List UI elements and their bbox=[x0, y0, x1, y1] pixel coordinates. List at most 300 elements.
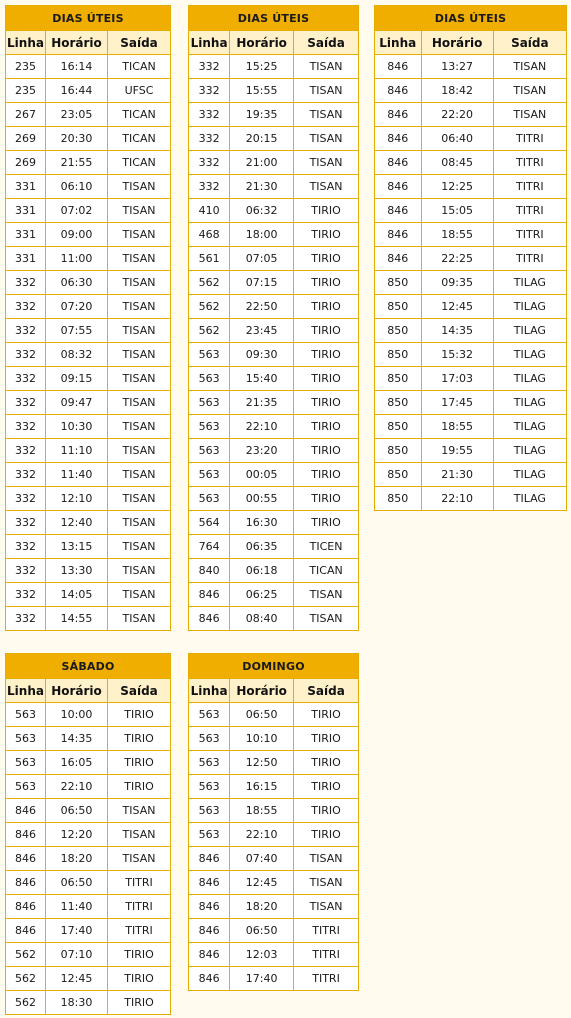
departure-time-cell: 17:03 bbox=[421, 367, 493, 391]
terminal-cell: TITRI bbox=[108, 895, 171, 919]
table-row bbox=[6, 439, 171, 463]
terminal-cell: TISAN bbox=[108, 511, 171, 535]
departure-time-cell: 07:40 bbox=[230, 847, 294, 871]
route-number-cell: 332 bbox=[6, 607, 46, 631]
route-number-cell: 846 bbox=[6, 871, 46, 895]
route-number-cell: 850 bbox=[375, 391, 422, 415]
terminal-cell: TISAN bbox=[294, 871, 359, 895]
table-row bbox=[189, 799, 359, 823]
table-row bbox=[375, 487, 567, 511]
route-number-cell: 563 bbox=[189, 343, 230, 367]
table-row bbox=[6, 511, 171, 535]
route-number-cell: 332 bbox=[6, 511, 46, 535]
departure-time-cell: 07:02 bbox=[46, 199, 108, 223]
table-row bbox=[6, 487, 171, 511]
column-header-horario: Horário bbox=[46, 679, 108, 703]
route-number-cell: 850 bbox=[375, 295, 422, 319]
terminal-cell: TISAN bbox=[108, 799, 171, 823]
table-row bbox=[6, 271, 171, 295]
route-number-cell: 846 bbox=[189, 967, 230, 991]
route-number-cell: 563 bbox=[189, 463, 230, 487]
column-header-linha: Linha bbox=[189, 31, 230, 55]
column-header-saida: Saída bbox=[294, 679, 359, 703]
departure-time-cell: 15:25 bbox=[230, 55, 294, 79]
route-number-cell: 562 bbox=[189, 271, 230, 295]
route-number-cell: 331 bbox=[6, 199, 46, 223]
departure-time-cell: 14:55 bbox=[46, 607, 108, 631]
table-title: DOMINGO bbox=[189, 654, 359, 679]
departure-time-cell: 12:25 bbox=[421, 175, 493, 199]
table-row bbox=[6, 943, 171, 967]
table-row bbox=[6, 871, 171, 895]
departure-time-cell: 06:50 bbox=[46, 799, 108, 823]
departure-time-cell: 18:00 bbox=[230, 223, 294, 247]
route-number-cell: 846 bbox=[6, 823, 46, 847]
route-number-cell: 846 bbox=[375, 199, 422, 223]
terminal-cell: TISAN bbox=[108, 223, 171, 247]
table-title: DIAS ÚTEIS bbox=[189, 6, 359, 31]
departure-time-cell: 12:50 bbox=[230, 751, 294, 775]
terminal-cell: TILAG bbox=[493, 295, 566, 319]
departure-time-cell: 10:00 bbox=[46, 703, 108, 727]
table-row bbox=[6, 583, 171, 607]
departure-time-cell: 19:55 bbox=[421, 439, 493, 463]
terminal-cell: TISAN bbox=[108, 823, 171, 847]
departure-time-cell: 21:30 bbox=[230, 175, 294, 199]
column-header-saida: Saída bbox=[108, 31, 171, 55]
terminal-cell: TIRIO bbox=[294, 295, 359, 319]
departure-time-cell: 06:50 bbox=[46, 871, 108, 895]
terminal-cell: TIRIO bbox=[294, 727, 359, 751]
column-header-row bbox=[375, 31, 567, 55]
route-number-cell: 563 bbox=[189, 823, 230, 847]
route-number-cell: 562 bbox=[6, 967, 46, 991]
table-row bbox=[375, 367, 567, 391]
departure-time-cell: 11:10 bbox=[46, 439, 108, 463]
terminal-cell: TIRIO bbox=[294, 367, 359, 391]
departure-time-cell: 16:15 bbox=[230, 775, 294, 799]
route-number-cell: 563 bbox=[189, 391, 230, 415]
route-number-cell: 564 bbox=[189, 511, 230, 535]
schedule-table-weekdays-2 bbox=[188, 5, 359, 631]
table-title-row bbox=[189, 6, 359, 31]
schedule-table-sunday bbox=[188, 653, 359, 991]
table-row bbox=[375, 55, 567, 79]
departure-time-cell: 16:14 bbox=[46, 55, 108, 79]
route-number-cell: 850 bbox=[375, 463, 422, 487]
departure-time-cell: 19:35 bbox=[230, 103, 294, 127]
terminal-cell: TIRIO bbox=[294, 415, 359, 439]
departure-time-cell: 12:45 bbox=[46, 967, 108, 991]
terminal-cell: TIRIO bbox=[294, 343, 359, 367]
departure-time-cell: 15:40 bbox=[230, 367, 294, 391]
column-header-horario: Horário bbox=[230, 31, 294, 55]
departure-time-cell: 08:32 bbox=[46, 343, 108, 367]
route-number-cell: 332 bbox=[6, 295, 46, 319]
departure-time-cell: 11:40 bbox=[46, 895, 108, 919]
route-number-cell: 840 bbox=[189, 559, 230, 583]
terminal-cell: TIRIO bbox=[294, 271, 359, 295]
terminal-cell: TISAN bbox=[294, 583, 359, 607]
departure-time-cell: 13:27 bbox=[421, 55, 493, 79]
route-number-cell: 235 bbox=[6, 79, 46, 103]
departure-time-cell: 22:25 bbox=[421, 247, 493, 271]
route-number-cell: 846 bbox=[189, 919, 230, 943]
column-header-saida: Saída bbox=[493, 31, 566, 55]
table-row bbox=[189, 319, 359, 343]
table-row bbox=[189, 463, 359, 487]
terminal-cell: TISAN bbox=[108, 343, 171, 367]
departure-time-cell: 15:05 bbox=[421, 199, 493, 223]
route-number-cell: 332 bbox=[189, 175, 230, 199]
table-row bbox=[189, 103, 359, 127]
route-number-cell: 332 bbox=[6, 271, 46, 295]
departure-time-cell: 09:35 bbox=[421, 271, 493, 295]
terminal-cell: TITRI bbox=[294, 967, 359, 991]
table-row bbox=[6, 919, 171, 943]
column-header-linha: Linha bbox=[6, 679, 46, 703]
table-title-row bbox=[189, 654, 359, 679]
terminal-cell: TIRIO bbox=[108, 991, 171, 1015]
terminal-cell: TITRI bbox=[493, 175, 566, 199]
terminal-cell: TILAG bbox=[493, 271, 566, 295]
table-row bbox=[189, 727, 359, 751]
terminal-cell: TIRIO bbox=[294, 751, 359, 775]
departure-time-cell: 12:45 bbox=[230, 871, 294, 895]
route-number-cell: 846 bbox=[375, 127, 422, 151]
departure-time-cell: 09:00 bbox=[46, 223, 108, 247]
route-number-cell: 331 bbox=[6, 223, 46, 247]
table-row bbox=[375, 439, 567, 463]
table-row bbox=[375, 151, 567, 175]
route-number-cell: 332 bbox=[6, 535, 46, 559]
table-title-row bbox=[375, 6, 567, 31]
route-number-cell: 563 bbox=[189, 415, 230, 439]
terminal-cell: TIRIO bbox=[294, 511, 359, 535]
departure-time-cell: 15:32 bbox=[421, 343, 493, 367]
terminal-cell: TIRIO bbox=[294, 463, 359, 487]
terminal-cell: TITRI bbox=[108, 871, 171, 895]
table-row bbox=[189, 967, 359, 991]
route-number-cell: 850 bbox=[375, 439, 422, 463]
departure-time-cell: 12:20 bbox=[46, 823, 108, 847]
terminal-cell: TICAN bbox=[108, 103, 171, 127]
terminal-cell: TICAN bbox=[108, 55, 171, 79]
route-number-cell: 764 bbox=[189, 535, 230, 559]
route-number-cell: 331 bbox=[6, 247, 46, 271]
departure-time-cell: 09:30 bbox=[230, 343, 294, 367]
table-row bbox=[189, 127, 359, 151]
terminal-cell: TIRIO bbox=[108, 967, 171, 991]
route-number-cell: 332 bbox=[189, 55, 230, 79]
departure-time-cell: 16:05 bbox=[46, 751, 108, 775]
terminal-cell: TISAN bbox=[294, 55, 359, 79]
table-row bbox=[189, 391, 359, 415]
departure-time-cell: 23:45 bbox=[230, 319, 294, 343]
route-number-cell: 563 bbox=[189, 751, 230, 775]
table-row bbox=[6, 703, 171, 727]
route-number-cell: 561 bbox=[189, 247, 230, 271]
route-number-cell: 235 bbox=[6, 55, 46, 79]
table-row bbox=[189, 199, 359, 223]
departure-time-cell: 18:30 bbox=[46, 991, 108, 1015]
departure-time-cell: 06:18 bbox=[230, 559, 294, 583]
route-number-cell: 563 bbox=[6, 751, 46, 775]
table-row bbox=[189, 487, 359, 511]
departure-time-cell: 17:40 bbox=[230, 967, 294, 991]
terminal-cell: TIRIO bbox=[108, 751, 171, 775]
route-number-cell: 332 bbox=[6, 343, 46, 367]
departure-time-cell: 17:40 bbox=[46, 919, 108, 943]
table-row bbox=[375, 199, 567, 223]
terminal-cell: TICAN bbox=[294, 559, 359, 583]
table-row bbox=[189, 943, 359, 967]
route-number-cell: 269 bbox=[6, 151, 46, 175]
departure-time-cell: 22:10 bbox=[230, 415, 294, 439]
route-number-cell: 331 bbox=[6, 175, 46, 199]
terminal-cell: TITRI bbox=[493, 247, 566, 271]
route-number-cell: 563 bbox=[189, 775, 230, 799]
column-header-row bbox=[189, 679, 359, 703]
schedule-table-weekdays-3 bbox=[374, 5, 567, 511]
departure-time-cell: 11:40 bbox=[46, 463, 108, 487]
route-number-cell: 332 bbox=[6, 487, 46, 511]
terminal-cell: TIRIO bbox=[294, 823, 359, 847]
terminal-cell: TISAN bbox=[108, 199, 171, 223]
table-row bbox=[189, 415, 359, 439]
route-number-cell: 562 bbox=[6, 991, 46, 1015]
departure-time-cell: 07:10 bbox=[46, 943, 108, 967]
table-row bbox=[6, 199, 171, 223]
terminal-cell: TIRIO bbox=[294, 775, 359, 799]
terminal-cell: TILAG bbox=[493, 439, 566, 463]
table-row bbox=[375, 247, 567, 271]
table-row bbox=[189, 751, 359, 775]
route-number-cell: 332 bbox=[6, 439, 46, 463]
departure-time-cell: 21:35 bbox=[230, 391, 294, 415]
terminal-cell: TILAG bbox=[493, 391, 566, 415]
route-number-cell: 332 bbox=[189, 79, 230, 103]
column-header-row bbox=[6, 679, 171, 703]
table-row bbox=[189, 871, 359, 895]
terminal-cell: TIRIO bbox=[294, 487, 359, 511]
departure-time-cell: 06:35 bbox=[230, 535, 294, 559]
schedule-table-saturday bbox=[5, 653, 171, 1015]
terminal-cell: TISAN bbox=[108, 247, 171, 271]
table-title: DIAS ÚTEIS bbox=[375, 6, 567, 31]
route-number-cell: 468 bbox=[189, 223, 230, 247]
terminal-cell: TILAG bbox=[493, 415, 566, 439]
route-number-cell: 563 bbox=[189, 439, 230, 463]
route-number-cell: 332 bbox=[6, 319, 46, 343]
departure-time-cell: 10:10 bbox=[230, 727, 294, 751]
table-row bbox=[375, 343, 567, 367]
terminal-cell: TICAN bbox=[108, 151, 171, 175]
route-number-cell: 332 bbox=[6, 559, 46, 583]
route-number-cell: 850 bbox=[375, 271, 422, 295]
departure-time-cell: 06:25 bbox=[230, 583, 294, 607]
terminal-cell: TISAN bbox=[493, 79, 566, 103]
table-row bbox=[189, 703, 359, 727]
column-header-linha: Linha bbox=[189, 679, 230, 703]
departure-time-cell: 21:55 bbox=[46, 151, 108, 175]
route-number-cell: 846 bbox=[375, 247, 422, 271]
route-number-cell: 563 bbox=[189, 487, 230, 511]
terminal-cell: TIRIO bbox=[294, 319, 359, 343]
departure-time-cell: 15:55 bbox=[230, 79, 294, 103]
terminal-cell: TISAN bbox=[108, 535, 171, 559]
table-row bbox=[6, 223, 171, 247]
route-number-cell: 846 bbox=[189, 583, 230, 607]
departure-time-cell: 06:32 bbox=[230, 199, 294, 223]
departure-time-cell: 08:40 bbox=[230, 607, 294, 631]
route-number-cell: 850 bbox=[375, 367, 422, 391]
route-number-cell: 846 bbox=[6, 847, 46, 871]
route-number-cell: 563 bbox=[6, 703, 46, 727]
table-row bbox=[6, 895, 171, 919]
departure-time-cell: 18:42 bbox=[421, 79, 493, 103]
table-row bbox=[6, 727, 171, 751]
departure-time-cell: 07:20 bbox=[46, 295, 108, 319]
table-row bbox=[375, 463, 567, 487]
departure-time-cell: 12:10 bbox=[46, 487, 108, 511]
route-number-cell: 846 bbox=[375, 175, 422, 199]
table-title-row bbox=[6, 6, 171, 31]
table-row bbox=[375, 391, 567, 415]
departure-time-cell: 07:15 bbox=[230, 271, 294, 295]
table-row bbox=[375, 223, 567, 247]
departure-time-cell: 00:05 bbox=[230, 463, 294, 487]
route-number-cell: 846 bbox=[189, 847, 230, 871]
terminal-cell: TISAN bbox=[108, 847, 171, 871]
route-number-cell: 846 bbox=[375, 103, 422, 127]
terminal-cell: TIRIO bbox=[294, 199, 359, 223]
table-row bbox=[6, 463, 171, 487]
table-row bbox=[6, 175, 171, 199]
terminal-cell: TIRIO bbox=[294, 247, 359, 271]
route-number-cell: 850 bbox=[375, 343, 422, 367]
table-row bbox=[189, 847, 359, 871]
terminal-cell: TISAN bbox=[108, 583, 171, 607]
table-row bbox=[189, 367, 359, 391]
route-number-cell: 563 bbox=[6, 727, 46, 751]
table-row bbox=[375, 175, 567, 199]
departure-time-cell: 18:20 bbox=[230, 895, 294, 919]
table-row bbox=[6, 55, 171, 79]
departure-time-cell: 12:03 bbox=[230, 943, 294, 967]
route-number-cell: 562 bbox=[6, 943, 46, 967]
table-row bbox=[189, 247, 359, 271]
route-number-cell: 846 bbox=[375, 151, 422, 175]
schedule-table-weekdays-1 bbox=[5, 5, 171, 631]
table-row bbox=[375, 103, 567, 127]
terminal-cell: TIRIO bbox=[294, 799, 359, 823]
table-row bbox=[189, 439, 359, 463]
table-row bbox=[189, 823, 359, 847]
terminal-cell: TIRIO bbox=[108, 703, 171, 727]
route-number-cell: 332 bbox=[6, 391, 46, 415]
departure-time-cell: 14:05 bbox=[46, 583, 108, 607]
departure-time-cell: 22:10 bbox=[421, 487, 493, 511]
table-row bbox=[375, 271, 567, 295]
column-header-row bbox=[6, 31, 171, 55]
table-row bbox=[189, 295, 359, 319]
departure-time-cell: 14:35 bbox=[46, 727, 108, 751]
table-row bbox=[6, 247, 171, 271]
table-row bbox=[6, 415, 171, 439]
route-number-cell: 563 bbox=[189, 727, 230, 751]
departure-time-cell: 18:55 bbox=[421, 223, 493, 247]
terminal-cell: TISAN bbox=[294, 847, 359, 871]
terminal-cell: TILAG bbox=[493, 343, 566, 367]
terminal-cell: TIRIO bbox=[294, 703, 359, 727]
route-number-cell: 332 bbox=[6, 367, 46, 391]
departure-time-cell: 18:20 bbox=[46, 847, 108, 871]
table-row bbox=[189, 775, 359, 799]
departure-time-cell: 17:45 bbox=[421, 391, 493, 415]
table-row bbox=[6, 343, 171, 367]
departure-time-cell: 07:05 bbox=[230, 247, 294, 271]
terminal-cell: TIRIO bbox=[108, 775, 171, 799]
departure-time-cell: 10:30 bbox=[46, 415, 108, 439]
terminal-cell: TICAN bbox=[108, 127, 171, 151]
departure-time-cell: 13:15 bbox=[46, 535, 108, 559]
terminal-cell: TISAN bbox=[493, 103, 566, 127]
column-header-horario: Horário bbox=[46, 31, 108, 55]
terminal-cell: TITRI bbox=[493, 199, 566, 223]
table-row bbox=[189, 607, 359, 631]
table-row bbox=[189, 511, 359, 535]
table-row bbox=[6, 295, 171, 319]
route-number-cell: 850 bbox=[375, 415, 422, 439]
table-row bbox=[375, 295, 567, 319]
table-row bbox=[189, 223, 359, 247]
terminal-cell: TILAG bbox=[493, 463, 566, 487]
table-title-row bbox=[6, 654, 171, 679]
departure-time-cell: 09:15 bbox=[46, 367, 108, 391]
route-number-cell: 563 bbox=[189, 367, 230, 391]
table-row bbox=[6, 127, 171, 151]
departure-time-cell: 06:50 bbox=[230, 703, 294, 727]
table-row bbox=[6, 391, 171, 415]
column-header-linha: Linha bbox=[375, 31, 422, 55]
route-number-cell: 846 bbox=[6, 919, 46, 943]
table-row bbox=[6, 799, 171, 823]
departure-time-cell: 21:00 bbox=[230, 151, 294, 175]
departure-time-cell: 12:45 bbox=[421, 295, 493, 319]
departure-time-cell: 06:30 bbox=[46, 271, 108, 295]
terminal-cell: UFSC bbox=[108, 79, 171, 103]
route-number-cell: 846 bbox=[375, 55, 422, 79]
table-row bbox=[6, 367, 171, 391]
departure-time-cell: 23:20 bbox=[230, 439, 294, 463]
column-header-row bbox=[189, 31, 359, 55]
terminal-cell: TISAN bbox=[294, 103, 359, 127]
table-row bbox=[189, 343, 359, 367]
table-row bbox=[189, 175, 359, 199]
table-row bbox=[189, 919, 359, 943]
route-number-cell: 563 bbox=[189, 703, 230, 727]
terminal-cell: TISAN bbox=[108, 463, 171, 487]
route-number-cell: 846 bbox=[6, 895, 46, 919]
terminal-cell: TISAN bbox=[108, 295, 171, 319]
terminal-cell: TISAN bbox=[108, 439, 171, 463]
table-row bbox=[189, 271, 359, 295]
route-number-cell: 563 bbox=[189, 799, 230, 823]
table-row bbox=[6, 319, 171, 343]
table-row bbox=[375, 79, 567, 103]
terminal-cell: TISAN bbox=[108, 391, 171, 415]
